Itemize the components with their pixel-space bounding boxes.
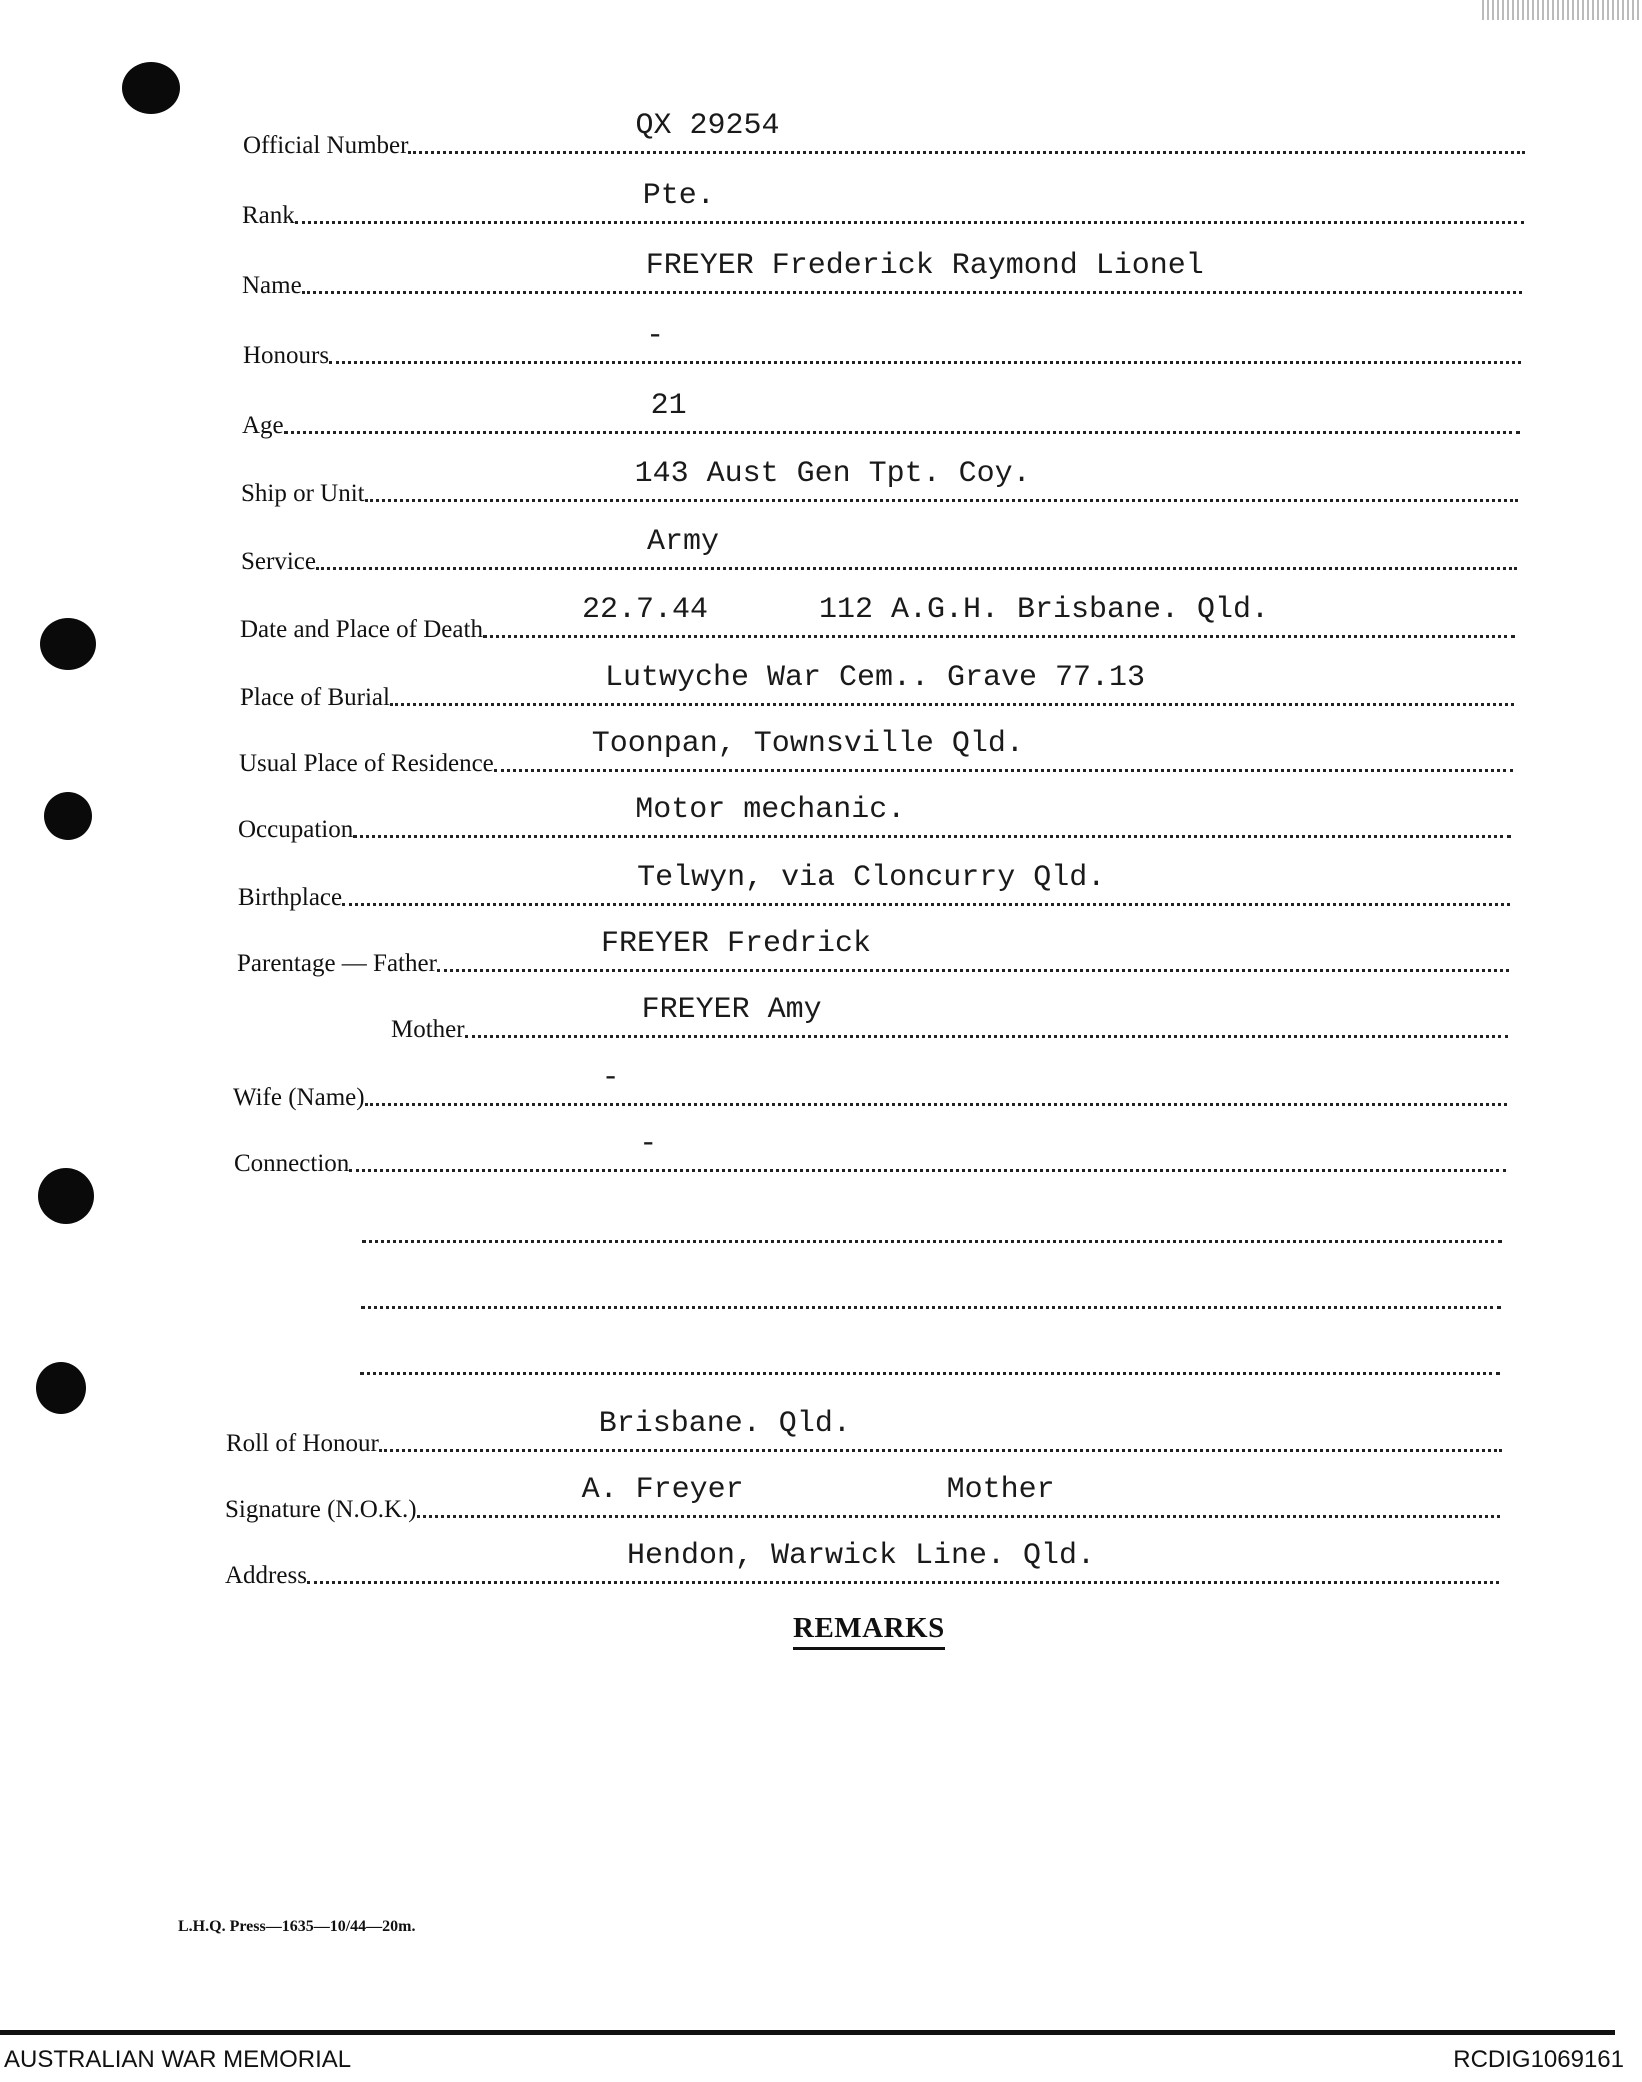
- field-signature-nok: [225, 1473, 1500, 1524]
- field-label: Wife (Name): [233, 1084, 365, 1111]
- field-value: A. Freyer: [581, 1473, 744, 1507]
- field-address: [225, 1539, 1499, 1590]
- field-value: 143 Aust Gen Tpt. Coy.: [634, 457, 1031, 491]
- field-value: Motor mechanic.: [635, 793, 906, 827]
- field-wife: [233, 1061, 1507, 1112]
- field-mother: [391, 993, 1508, 1044]
- field-label: Roll of Honour: [226, 1430, 379, 1457]
- field-value: FREYER Amy: [641, 993, 822, 1027]
- field-label: Age: [242, 412, 284, 439]
- field-value: Lutwyche War Cem.. Grave 77.13: [604, 661, 1146, 695]
- blank-line: [362, 1240, 1502, 1243]
- field-value: Army: [646, 525, 719, 559]
- field-value: 22.7.44: [581, 593, 708, 627]
- field-age: [242, 389, 1520, 440]
- remarks-heading: REMARKS: [793, 1612, 945, 1650]
- field-ship-or-unit: [241, 457, 1518, 508]
- archive-id: RCDIG1069161: [1453, 2046, 1624, 2073]
- field-occupation: [238, 793, 1511, 844]
- field-label: Parentage — Father: [237, 950, 437, 977]
- punch-hole: [38, 1168, 94, 1224]
- field-label: Name: [242, 272, 302, 299]
- field-value-relation: Mother: [946, 1473, 1055, 1507]
- printer-mark: L.H.Q. Press—1635—10/44—20m.: [178, 1918, 416, 1935]
- field-label: Service: [241, 548, 316, 575]
- field-label: Ship or Unit: [241, 480, 365, 507]
- field-place-of-burial: [240, 661, 1514, 712]
- field-label: Rank: [242, 202, 295, 229]
- blank-line: [361, 1306, 1501, 1309]
- punch-hole: [40, 618, 96, 670]
- field-label: Place of Burial: [240, 684, 390, 711]
- field-label: Signature (N.O.K.): [225, 1496, 417, 1523]
- field-label: Birthplace: [238, 884, 343, 911]
- field-honours: [243, 319, 1521, 370]
- field-value: FREYER Fredrick: [600, 927, 871, 961]
- field-label: Connection: [234, 1150, 350, 1177]
- field-label: Honours: [243, 342, 330, 369]
- field-roll-of-honour: [226, 1407, 1502, 1458]
- field-rank: [242, 179, 1524, 230]
- field-value: 21: [650, 389, 687, 423]
- field-label: Mother: [391, 1016, 465, 1043]
- field-value: Brisbane. Qld.: [598, 1407, 851, 1441]
- blank-line: [360, 1372, 1500, 1375]
- footer-rule: [0, 2030, 1615, 2035]
- field-name: [242, 249, 1522, 300]
- field-service: [241, 525, 1517, 576]
- archive-name: AUSTRALIAN WAR MEMORIAL: [4, 2046, 352, 2073]
- field-parentage-father: [237, 927, 1509, 978]
- field-value: -: [639, 1127, 658, 1161]
- field-value: QX 29254: [635, 109, 780, 143]
- field-value-place: 112 A.G.H. Brisbane. Qld.: [818, 593, 1270, 627]
- field-value: Telwyn, via Cloncurry Qld.: [637, 861, 1106, 895]
- field-label: Occupation: [238, 816, 354, 843]
- field-label: Date and Place of Death: [240, 616, 483, 643]
- field-label: Address: [225, 1562, 307, 1589]
- field-value: FREYER Frederick Raymond Lionel: [645, 249, 1204, 283]
- field-label: Usual Place of Residence: [239, 750, 494, 777]
- field-official-number: [243, 109, 1525, 160]
- field-connection: [234, 1127, 1506, 1178]
- field-value: Pte.: [642, 179, 715, 213]
- scan-speckle: [1482, 0, 1642, 20]
- field-date-place-of-death: [240, 593, 1515, 644]
- field-value: -: [646, 319, 665, 353]
- punch-hole: [122, 62, 180, 114]
- punch-hole: [36, 1362, 86, 1414]
- field-birthplace: [238, 861, 1510, 912]
- field-value: Toonpan, Townsville Qld.: [591, 727, 1024, 761]
- field-label: Official Number: [243, 132, 409, 159]
- field-value: Hendon, Warwick Line. Qld.: [626, 1539, 1096, 1573]
- field-usual-residence: [239, 727, 1513, 778]
- field-value: -: [601, 1061, 620, 1095]
- punch-hole: [44, 792, 92, 840]
